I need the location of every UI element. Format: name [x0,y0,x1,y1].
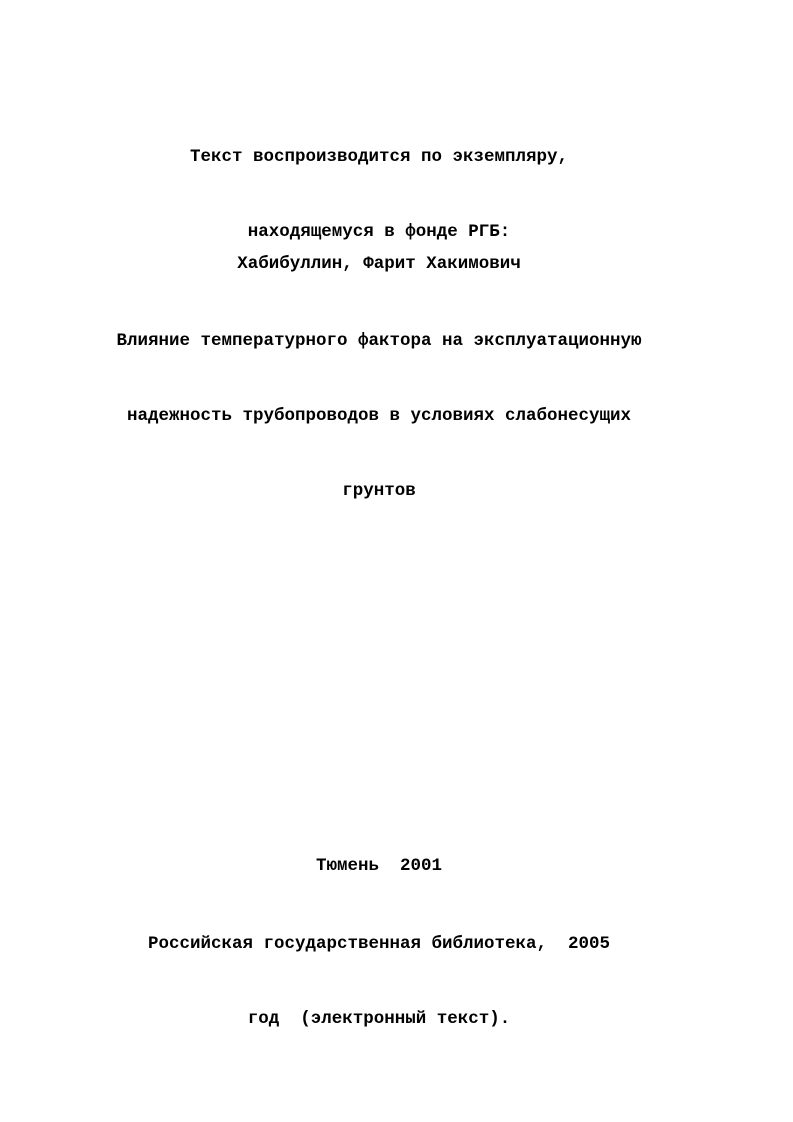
library-footer [0,882,758,1057]
document-title-line-3: грунтов [342,481,416,501]
place-and-year-text: Тюмень 2001 [315,856,443,876]
document-title-line-2: надежность трубопроводов в условиях слабонесущих [126,406,632,426]
source-notice-line-2: находящемуся в фонде РГБ: [247,222,511,242]
library-footer-line-1: Российская государственная библиотека, 2005 [147,934,611,954]
library-footer-line-2: год (электронный текст). [247,1009,511,1029]
document-title [0,279,758,529]
author-name-text: Хабибуллин, Фарит Хакимович [237,254,521,274]
document-title-line-1: Влияние температурного фактора на эксплуатационную [116,331,642,351]
source-notice-line-1: Текст воспроизводится по экземпляру, [189,147,569,167]
